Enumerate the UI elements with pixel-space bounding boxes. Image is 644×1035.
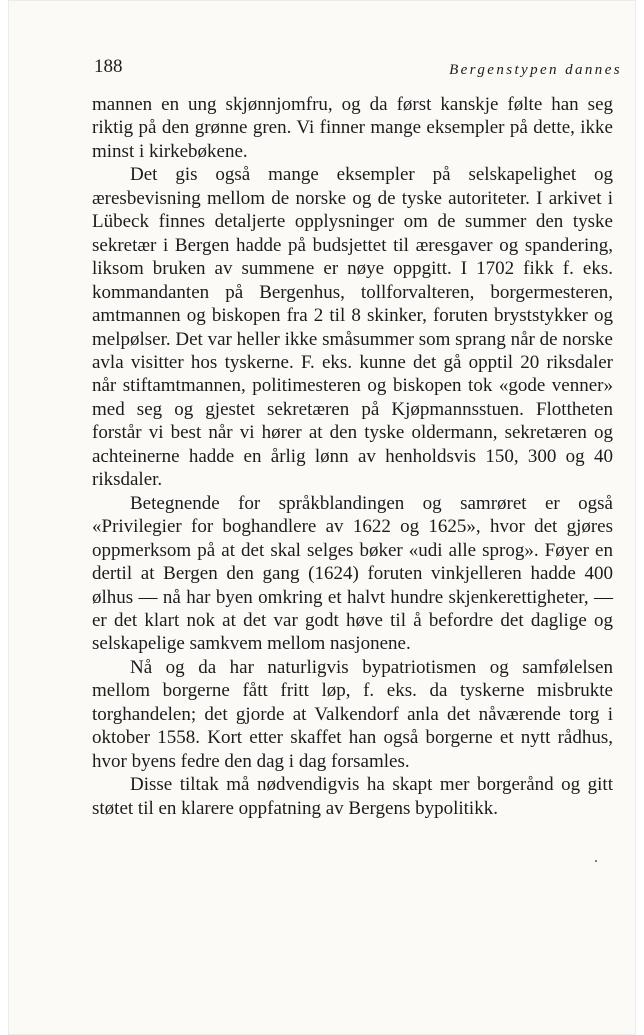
paragraph-4: Nå og da har naturligvis bypatriotismen og samfølelsen mellom borgerne fått fritt løp, f. eks. da tyskerne misbrukte torghandelen; det gjorde at Valkendorf anla det nåværende torg i oktober 1558. Kort etter skaffet han også borgerne et nytt rådhus, hvor byens fedre den dag i dag forsamles.: [92, 656, 613, 772]
body-text: [92, 93, 613, 820]
paragraph-5: Disse tiltak må nødvendigvis ha skapt mer borgerånd og gitt støtet til en klarere oppfatning av Bergens bypolitikk.: [92, 774, 613, 819]
paragraph-1: mannen en ung skjønnjomfru, og da først kanskje følte han seg riktig på den grønne gren. Vi finner mange eksempler på dette, ikke minst i kirkebøkene.: [92, 94, 613, 162]
paragraph-3: Betegnende for språkblandingen og samrøret er også «Privilegier for boghandlere av 1622 og 1625», hvor det gjøres oppmerksom på at det skal selges bøker «udi alle sprog». Føyer en dertil at Bergen den gang (1624) foruten vinkjelleren hadde 400 ølhus — nå har byen omkring et halvt hundre skjenkerettigheter, — er det klart nok at det var godt høve til å befordre det daglige og selskapelige samkvem mellom nasjonene.: [92, 492, 613, 655]
page-number: 188: [94, 56, 123, 77]
running-title: Bergenstypen dannes: [449, 62, 622, 78]
paragraph-2: Det gis også mange eksempler på selskapelighet og æresbevisning mellom de norske og de tyske autoriteter. I arkivet i Lübeck finnes detaljerte opplysninger om de summer den tyske sekretær i Bergen hadde på budsjettet til æresgaver og spandering, liksom bruken av summene er nøye oppgitt. I 1702 fikk f. eks. kommandanten på Bergenhus, tollforvalteren, borgermesteren, amtmannen og biskopen fra 2 til 8 skinker, foruten bryststykker og melpølser. Det var heller ikke småsummer som sprang når de norske avla visitter hos tyskerne. F. eks. kunne det gå opptil 20 riksdaler når stiftamtmannen, politimesteren og biskopen tok «gode venner» med seg og gjestet sekretæren på Kjøpmannsstuen. Flottheten forstår vi best når vi hører at den tyske oldermann, sekretæren og achteinerne hadde en årlig lønn av henholdsvis 150, 300 og 40 riksdaler.: [92, 164, 613, 491]
ink-speck: [595, 860, 597, 862]
page-header: [94, 56, 622, 86]
